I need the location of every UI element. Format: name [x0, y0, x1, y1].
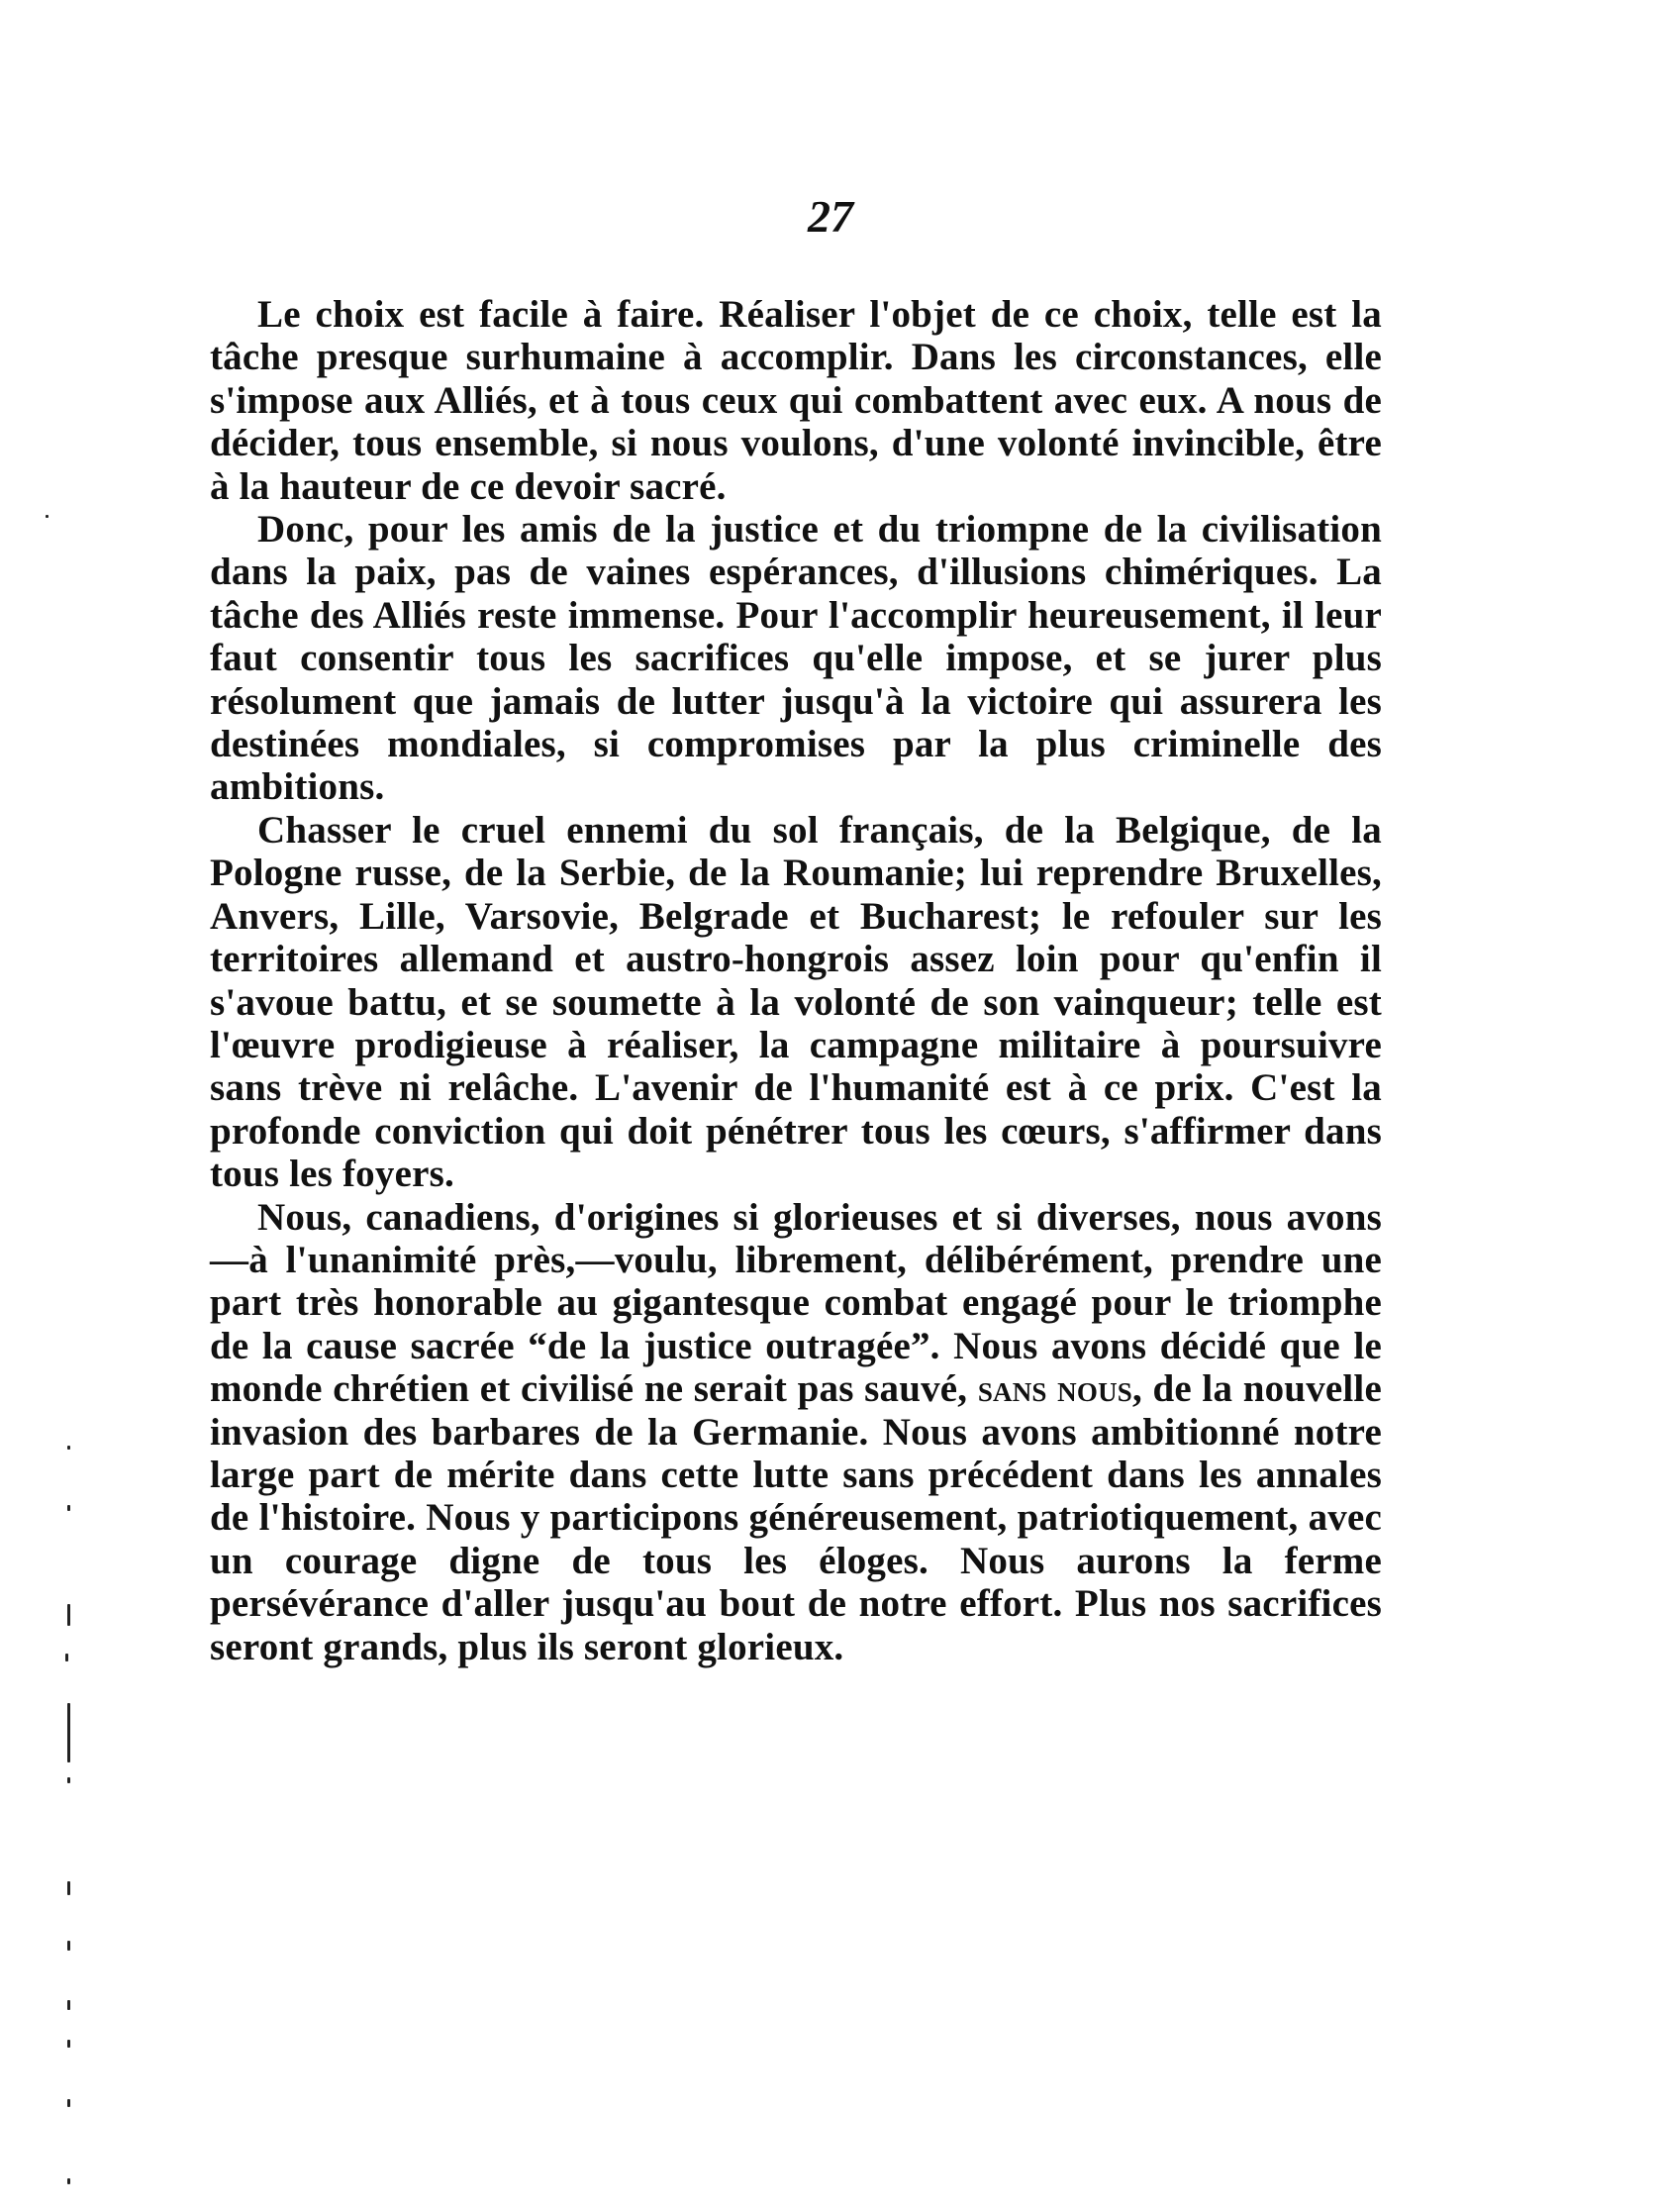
paragraph-4-part-1: Nous, canadiens, d'origines si glorieuses et si diverses, nous avons—à l'unanimité près,—voulu, librement, délibérément, prendre une part très honorable au gigantesque combat engagé pour le triomphe de la cause sacrée “de la justice outragée”. Nous avons décidé que le monde chrétien et civilisé ne serait pas sauvé, — [210, 1195, 1382, 1411]
scan-mark — [67, 1881, 70, 1895]
paragraph-1: Le choix est facile à faire. Réaliser l'objet de ce choix, telle est la tâche presque surhumaine à accomplir. Dans les circonstances, elle s'impose aux Alliés, et à tous ceux qui combattent avec eux. A nous de décider, tous ensemble, si nous voulons, d'une volonté invincible, être à la hauteur de ce devoir sacré. — [210, 293, 1382, 508]
scan-mark — [67, 1941, 70, 1951]
scan-mark — [67, 1446, 70, 1450]
margin-scan-marks — [44, 515, 83, 2198]
scan-mark — [65, 1654, 68, 1661]
scan-mark — [46, 515, 49, 518]
paragraph-2: Donc, pour les amis de la justice et du triompne de la civilisation dans la paix, pas de vaines espérances, d'illusions chimériques. La tâche des Alliés reste immense. Pour l'accomplir heureusement, il leur faut consentir tous les sacrifices qu'elle impose, et se jurer plus résolument que jamais de lutter jusqu'à la victoire qui assurera les destinées mondiales, si compromises par la plus criminelle des ambitions. — [210, 508, 1382, 809]
paragraph-3: Chasser le cruel ennemi du sol français, de la Belgique, de la Pologne russe, de la Serbie, de la Roumanie; lui reprendre Bruxelles, Anvers, Lille, Varsovie, Belgrade et Bucharest; le refouler sur les territoires allemand et austro-hongrois assez loin pour qu'enfin il s'avoue battu, et se soumette à la volonté de son vainqueur; telle est l'œuvre prodigieuse à réaliser, la campagne militaire à poursuivre sans trève ni relâche. L'avenir de l'humanité est à ce prix. C'est la profonde conviction qui doit pénétrer tous les cœurs, s'affirmer dans tous les foyers. — [210, 808, 1382, 1196]
scan-mark — [67, 1777, 70, 1783]
paragraph-4-small-caps: sans nous — [977, 1367, 1132, 1411]
page-number: 27 — [808, 191, 853, 242]
scan-mark — [67, 1604, 70, 1626]
scan-mark — [67, 1703, 70, 1762]
body-text — [210, 293, 1382, 1668]
paragraph-4-part-2: , de la nouvelle invasion des barbares de la Germanie. Nous avons ambitionné notre large part de mérite dans cette lutte sans précédent dans les annales de l'histoire. Nous y participons généreusement, patriotiquement, avec un courage digne de tous les éloges. Nous aurons la ferme persévérance d'aller jusqu'au bout de notre effort. Plus nos sacrifices seront grands, plus ils seront glorieux. — [210, 1367, 1382, 1668]
scan-mark — [67, 1505, 70, 1511]
paragraph-4 — [210, 1196, 1382, 1668]
scan-mark — [67, 2040, 70, 2048]
scan-mark — [67, 2000, 70, 2010]
scan-mark — [67, 2099, 70, 2107]
scan-mark — [67, 2178, 70, 2184]
